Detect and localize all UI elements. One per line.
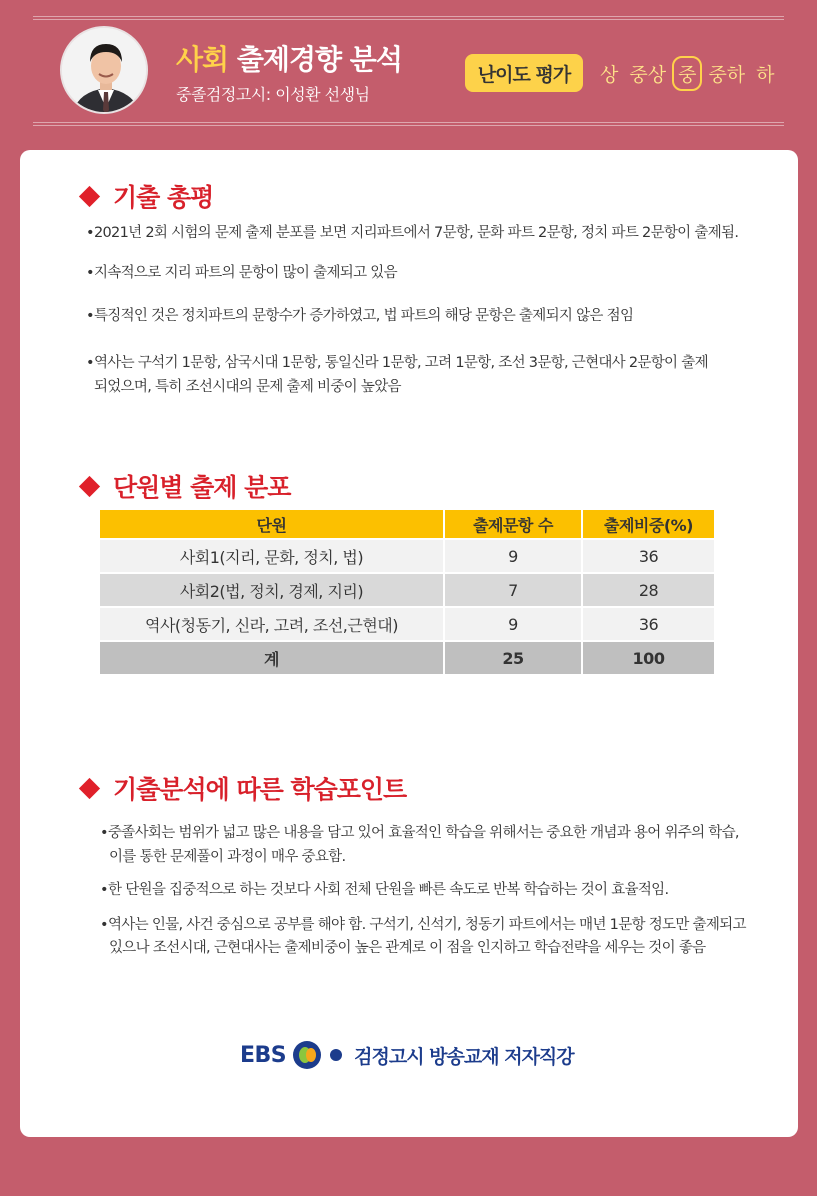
header-count: 출제문항 수 [445, 510, 583, 540]
title-accent: 사회 [176, 43, 229, 76]
section-overview-title: 기출 총평 [78, 178, 213, 214]
section-distribution-title: 단원별 출제 분포 [78, 468, 290, 504]
page-subtitle: 중졸검정고시: 이성환 선생님 [176, 85, 370, 104]
points-bullet-1: •중졸사회는 범위가 넓고 많은 내용을 담고 있어 효율적인 학습을 위해서는 중요한 개념과 용어 위주의 학습, [100, 825, 739, 841]
overview-bullet-1: •2021년 2회 시험의 문제 출제 분포를 보면 지리파트에서 7문항, 문화 파트 2문항, 정치 파트 2문항이 출제됨. [86, 225, 739, 241]
page-title [176, 38, 402, 78]
level-mid-high: 중상 [629, 63, 667, 86]
table-header-row [100, 510, 716, 540]
overview-bullet-3: •특징적인 것은 정치파트의 문항수가 증가하였고, 법 파트의 해당 문항은 출제되지 않은 점임 [86, 308, 634, 324]
footer-brand [240, 1040, 574, 1070]
level-high: 상 [600, 63, 619, 86]
header-ratio: 출제비중(%) [583, 510, 716, 540]
points-bullet-2: •한 단원을 집중적으로 하는 것보다 사회 전체 단원을 빠른 속도로 반복 학습하는 것이 효율적임. [100, 882, 669, 898]
table-row: 사회2(법, 정치, 경제, 지리) 7 28 [100, 574, 716, 608]
overview-bullet-2: •지속적으로 지리 파트의 문항이 많이 출제되고 있음 [86, 265, 397, 281]
table-row: 역사(청동기, 신라, 고려, 조선,근현대) 9 36 [100, 608, 716, 642]
points-bullet-3: •역사는 인물, 사건 중심으로 공부를 해야 함. 구석기, 신석기, 청동기 파트에서는 매년 1문항 정도만 출제되고 [100, 917, 746, 933]
ebs-logo-text: EBS [240, 1042, 287, 1068]
header [0, 0, 817, 140]
teacher-avatar [60, 26, 148, 114]
header-unit: 단원 [100, 510, 445, 540]
level-mid-selected: 중 [672, 56, 702, 91]
overview-bullet-4-cont: 되었으며, 특히 조선시대의 문제 출제 비중이 높았음 [94, 379, 401, 395]
overview-bullet-4: •역사는 구석기 1문항, 삼국시대 1문항, 통일신라 1문항, 고려 1문항, 조선 3문항, 근현대사 2문항이 출제 [86, 355, 708, 371]
table-total-row: 계 25 100 [100, 642, 716, 676]
table-row: 사회1(지리, 문화, 정치, 법) 9 36 [100, 540, 716, 574]
level-low: 하 [756, 63, 775, 86]
diamond-icon [79, 475, 100, 496]
points-bullet-3-cont: 있으나 조선시대, 근현대사는 출제비중이 높은 관계로 이 점을 인지하고 학습전략을 세우는 것이 좋음 [109, 940, 706, 956]
diamond-icon [79, 777, 100, 798]
title-rest: 출제경향 분석 [236, 43, 402, 76]
distribution-table [100, 510, 716, 676]
teacher-portrait-icon [62, 28, 148, 114]
content-card [20, 150, 798, 1137]
header-bottom-rule [33, 122, 784, 123]
diamond-icon [79, 185, 100, 206]
header-bottom-rule-2 [33, 125, 784, 126]
footer-label: 검정고시 방송교재 저자직강 [354, 1045, 574, 1068]
level-mid-low: 중하 [708, 63, 746, 86]
ebs-logo-icon [292, 1040, 344, 1070]
difficulty-badge: 난이도 평가 [465, 54, 583, 92]
difficulty-levels [600, 56, 786, 90]
points-bullet-1-cont: 이를 통한 문제풀이 과정이 매우 중요함. [109, 849, 346, 865]
section-points-title: 기출분석에 따른 학습포인트 [78, 770, 406, 806]
